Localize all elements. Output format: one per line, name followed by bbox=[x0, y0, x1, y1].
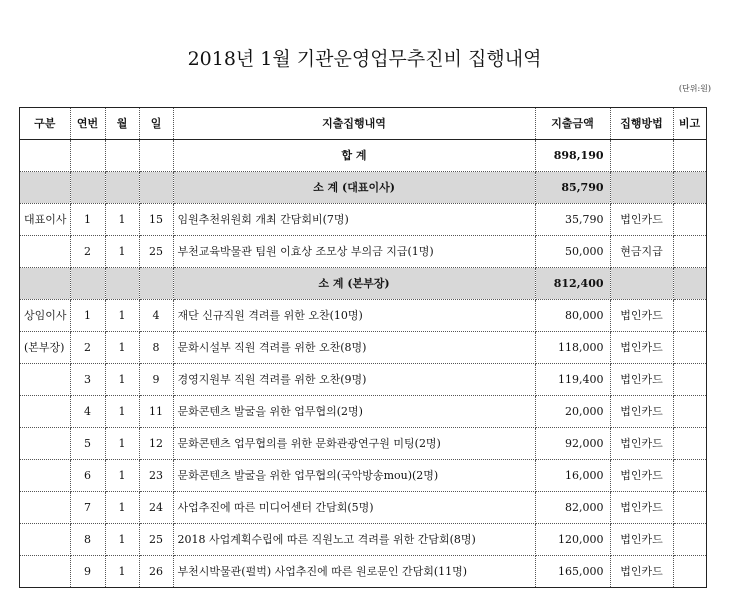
cell-gubun: 상임이사 bbox=[20, 300, 71, 332]
cell-day: 15 bbox=[139, 204, 173, 236]
table-row bbox=[20, 236, 707, 268]
cell-no: 2 bbox=[70, 332, 105, 364]
table-row bbox=[20, 396, 707, 428]
cell-gubun bbox=[20, 396, 71, 428]
cell-day: 24 bbox=[139, 492, 173, 524]
cell-description: 문화콘텐츠 발굴을 위한 업무협의(국악방송mou)(2명) bbox=[173, 460, 535, 492]
cell-amount: 118,000 bbox=[535, 332, 610, 364]
cell-description: 부천시박물관(펄벅) 사업추진에 따른 원로문인 간담회(11명) bbox=[173, 556, 535, 588]
cell-amount: 165,000 bbox=[535, 556, 610, 588]
cell-method bbox=[610, 172, 673, 204]
cell-gubun bbox=[20, 172, 71, 204]
cell-description: 문화콘텐츠 업무협의를 위한 문화관광연구원 미팅(2명) bbox=[173, 428, 535, 460]
cell-note bbox=[673, 300, 706, 332]
cell-day bbox=[139, 268, 173, 300]
cell-method: 법인카드 bbox=[610, 556, 673, 588]
cell-gubun bbox=[20, 524, 71, 556]
cell-no: 2 bbox=[70, 236, 105, 268]
table-row bbox=[20, 300, 707, 332]
cell-note bbox=[673, 524, 706, 556]
cell-month: 1 bbox=[105, 204, 139, 236]
cell-month: 1 bbox=[105, 460, 139, 492]
cell-description: 경영지원부 직원 격려를 위한 오찬(9명) bbox=[173, 364, 535, 396]
cell-day: 23 bbox=[139, 460, 173, 492]
cell-description: 소 계 (본부장) bbox=[173, 268, 535, 300]
cell-description: 2018 사업계획수립에 따른 직원노고 격려를 위한 간담회(8명) bbox=[173, 524, 535, 556]
cell-month bbox=[105, 172, 139, 204]
table-header-row bbox=[20, 108, 707, 140]
cell-method bbox=[610, 268, 673, 300]
cell-note bbox=[673, 396, 706, 428]
cell-gubun bbox=[20, 460, 71, 492]
header-description: 지출집행내역 bbox=[173, 108, 535, 140]
table-row bbox=[20, 556, 707, 588]
cell-month: 1 bbox=[105, 300, 139, 332]
cell-description: 합 계 bbox=[173, 140, 535, 172]
cell-description: 문화콘텐츠 발굴을 위한 업무협의(2명) bbox=[173, 396, 535, 428]
header-day: 일 bbox=[139, 108, 173, 140]
cell-day: 26 bbox=[139, 556, 173, 588]
table-row bbox=[20, 364, 707, 396]
cell-month: 1 bbox=[105, 396, 139, 428]
cell-note bbox=[673, 268, 706, 300]
cell-note bbox=[673, 204, 706, 236]
cell-method: 법인카드 bbox=[610, 492, 673, 524]
header-note: 비고 bbox=[673, 108, 706, 140]
cell-amount: 82,000 bbox=[535, 492, 610, 524]
cell-no: 3 bbox=[70, 364, 105, 396]
cell-method: 법인카드 bbox=[610, 396, 673, 428]
cell-amount: 80,000 bbox=[535, 300, 610, 332]
cell-month bbox=[105, 140, 139, 172]
cell-amount: 120,000 bbox=[535, 524, 610, 556]
header-month: 월 bbox=[105, 108, 139, 140]
cell-amount: 50,000 bbox=[535, 236, 610, 268]
cell-no: 9 bbox=[70, 556, 105, 588]
cell-month: 1 bbox=[105, 524, 139, 556]
cell-gubun: 대표이사 bbox=[20, 204, 71, 236]
cell-month: 1 bbox=[105, 236, 139, 268]
table-row bbox=[20, 524, 707, 556]
cell-no: 6 bbox=[70, 460, 105, 492]
cell-note bbox=[673, 172, 706, 204]
cell-method: 현금지급 bbox=[610, 236, 673, 268]
cell-gubun bbox=[20, 140, 71, 172]
total-row bbox=[20, 140, 707, 172]
header-gubun: 구분 bbox=[20, 108, 71, 140]
cell-method: 법인카드 bbox=[610, 460, 673, 492]
cell-method bbox=[610, 140, 673, 172]
header-method: 집행방법 bbox=[610, 108, 673, 140]
cell-gubun bbox=[20, 428, 71, 460]
cell-method: 법인카드 bbox=[610, 364, 673, 396]
cell-amount: 35,790 bbox=[535, 204, 610, 236]
header-amount: 지출금액 bbox=[535, 108, 610, 140]
document-title: 2018년 1월 기관운영업무추진비 집행내역 bbox=[187, 48, 542, 70]
cell-description: 부천교육박물관 팀원 이효상 조모상 부의금 지급(1명) bbox=[173, 236, 535, 268]
cell-day: 25 bbox=[139, 524, 173, 556]
table-row bbox=[20, 332, 707, 364]
cell-gubun bbox=[20, 268, 71, 300]
cell-method: 법인카드 bbox=[610, 428, 673, 460]
table-row bbox=[20, 428, 707, 460]
cell-no: 7 bbox=[70, 492, 105, 524]
table-body bbox=[20, 140, 707, 588]
subtotal-row bbox=[20, 172, 707, 204]
cell-amount: 119,400 bbox=[535, 364, 610, 396]
cell-day: 12 bbox=[139, 428, 173, 460]
cell-amount: 898,190 bbox=[535, 140, 610, 172]
cell-day: 4 bbox=[139, 300, 173, 332]
cell-note bbox=[673, 492, 706, 524]
cell-note bbox=[673, 364, 706, 396]
header-no: 연번 bbox=[70, 108, 105, 140]
subtotal-row bbox=[20, 268, 707, 300]
cell-gubun bbox=[20, 492, 71, 524]
cell-month: 1 bbox=[105, 364, 139, 396]
cell-amount: 85,790 bbox=[535, 172, 610, 204]
cell-no: 1 bbox=[70, 204, 105, 236]
cell-no bbox=[70, 268, 105, 300]
cell-day: 9 bbox=[139, 364, 173, 396]
cell-description: 사업추진에 따른 미디어센터 간담회(5명) bbox=[173, 492, 535, 524]
cell-day bbox=[139, 172, 173, 204]
cell-note bbox=[673, 556, 706, 588]
cell-note bbox=[673, 460, 706, 492]
cell-month: 1 bbox=[105, 332, 139, 364]
cell-gubun: (본부장) bbox=[20, 332, 71, 364]
cell-no: 5 bbox=[70, 428, 105, 460]
cell-month: 1 bbox=[105, 492, 139, 524]
cell-day: 25 bbox=[139, 236, 173, 268]
cell-day: 8 bbox=[139, 332, 173, 364]
cell-note bbox=[673, 140, 706, 172]
expense-table bbox=[19, 107, 707, 588]
cell-amount: 92,000 bbox=[535, 428, 610, 460]
cell-method: 법인카드 bbox=[610, 332, 673, 364]
cell-method: 법인카드 bbox=[610, 300, 673, 332]
cell-day bbox=[139, 140, 173, 172]
cell-amount: 20,000 bbox=[535, 396, 610, 428]
cell-month bbox=[105, 268, 139, 300]
cell-no bbox=[70, 140, 105, 172]
cell-description: 재단 신규직원 격려를 위한 오찬(10명) bbox=[173, 300, 535, 332]
cell-month: 1 bbox=[105, 428, 139, 460]
cell-no: 4 bbox=[70, 396, 105, 428]
cell-method: 법인카드 bbox=[610, 204, 673, 236]
cell-note bbox=[673, 236, 706, 268]
cell-day: 11 bbox=[139, 396, 173, 428]
cell-no: 1 bbox=[70, 300, 105, 332]
cell-amount: 812,400 bbox=[535, 268, 610, 300]
cell-gubun bbox=[20, 556, 71, 588]
cell-description: 임원추천위원회 개최 간담회비(7명) bbox=[173, 204, 535, 236]
table-row bbox=[20, 204, 707, 236]
table-row bbox=[20, 460, 707, 492]
cell-amount: 16,000 bbox=[535, 460, 610, 492]
cell-note bbox=[673, 332, 706, 364]
cell-method: 법인카드 bbox=[610, 524, 673, 556]
table-row bbox=[20, 492, 707, 524]
cell-description: 소 계 (대표이사) bbox=[173, 172, 535, 204]
cell-no bbox=[70, 172, 105, 204]
cell-description: 문화시설부 직원 격려를 위한 오찬(8명) bbox=[173, 332, 535, 364]
unit-label: (단위:원) bbox=[678, 84, 711, 93]
cell-gubun bbox=[20, 364, 71, 396]
cell-gubun bbox=[20, 236, 71, 268]
cell-note bbox=[673, 428, 706, 460]
cell-month: 1 bbox=[105, 556, 139, 588]
cell-no: 8 bbox=[70, 524, 105, 556]
